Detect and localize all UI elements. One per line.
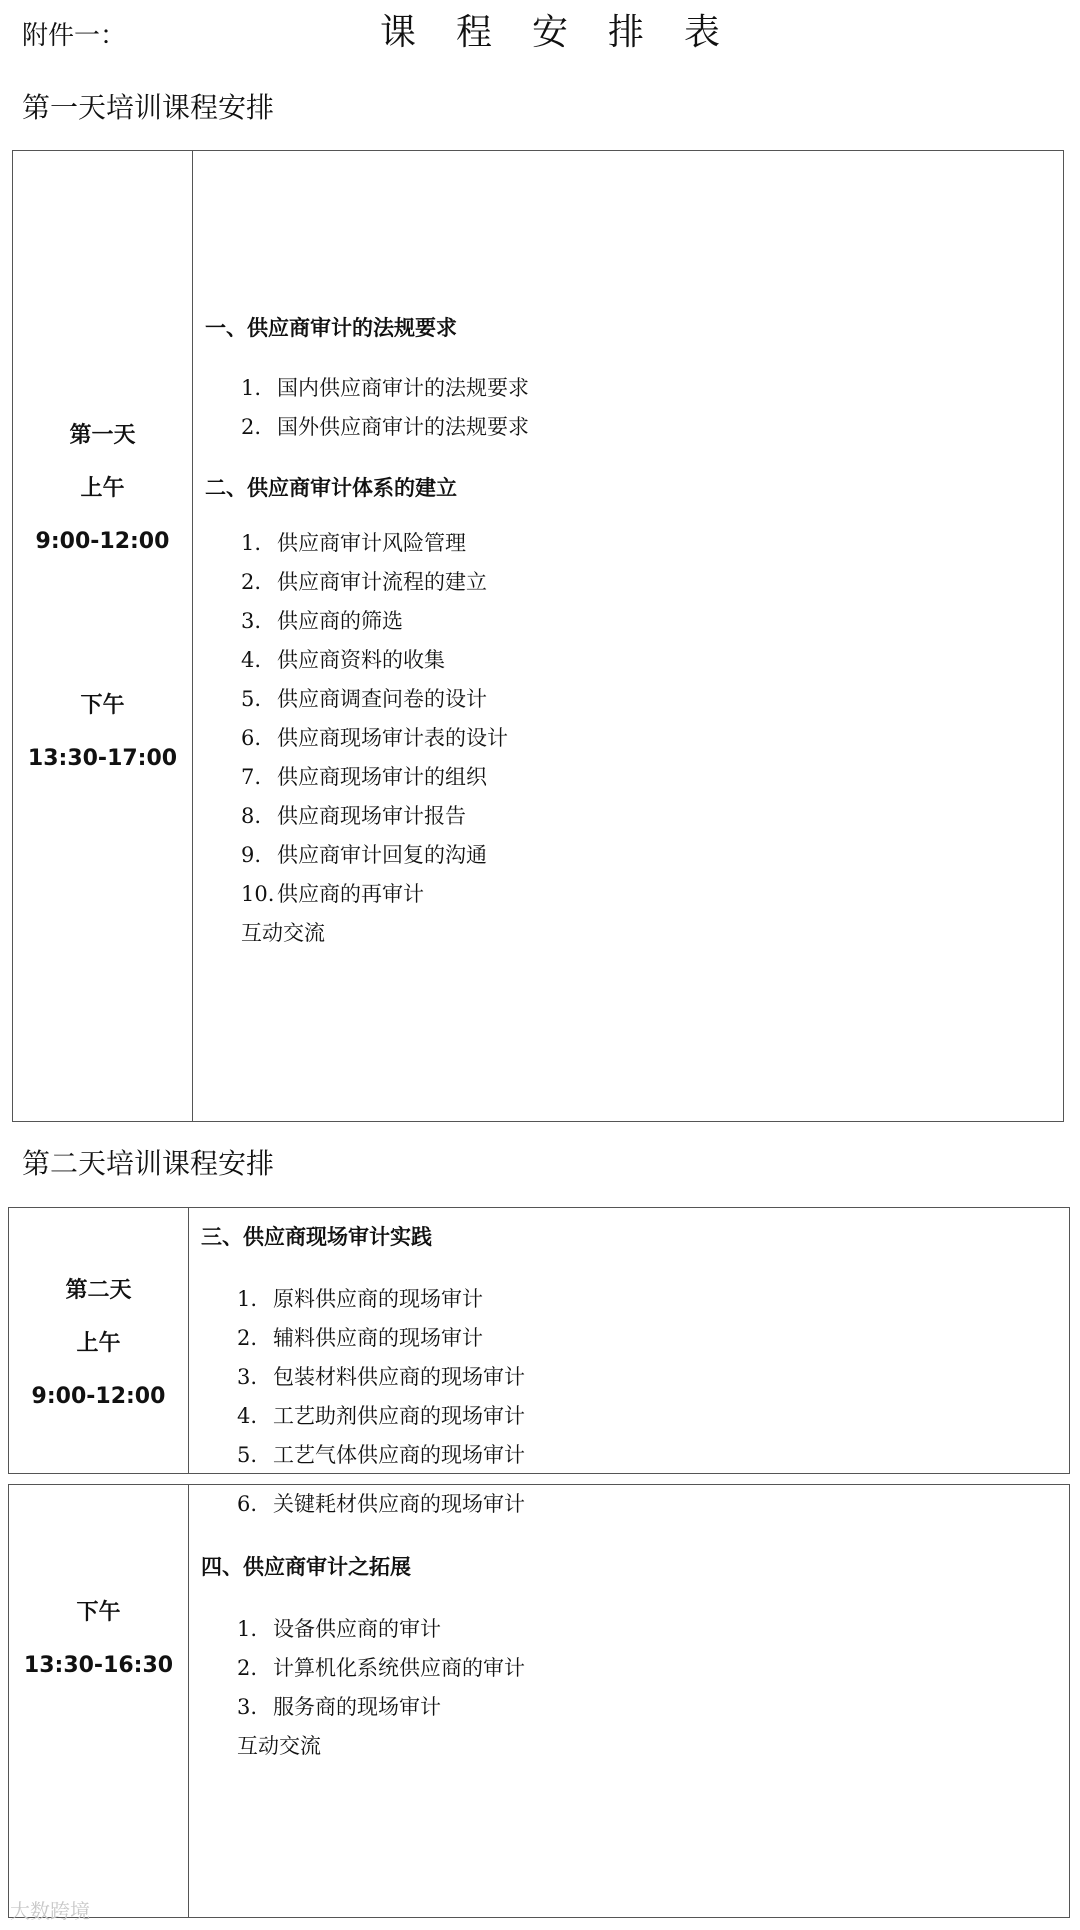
closing-text: 互动交流	[237, 1734, 321, 1758]
item-text: 供应商的筛选	[277, 609, 403, 633]
morning-label: 上午	[80, 476, 125, 501]
item-number: 2.	[237, 1656, 258, 1680]
item-number: 2.	[237, 1326, 258, 1350]
item-text: 供应商现场审计报告	[277, 804, 466, 828]
list-item	[237, 1489, 525, 1519]
item-text: 国外供应商审计的法规要求	[277, 415, 529, 439]
day2-morning-content-cell	[189, 1208, 1069, 1473]
afternoon-label: 下午	[80, 693, 125, 718]
list-item	[241, 606, 403, 636]
item-text: 供应商现场审计表的设计	[277, 726, 508, 750]
item-number: 4.	[241, 648, 262, 672]
list-item	[241, 528, 466, 558]
list-item	[241, 645, 445, 675]
item-text: 供应商资料的收集	[277, 648, 445, 672]
list-item	[241, 879, 424, 909]
afternoon-label: 下午	[76, 1600, 121, 1625]
item-text: 工艺气体供应商的现场审计	[273, 1443, 525, 1467]
page-title: 课程安排表	[380, 12, 761, 53]
item-number: 3.	[237, 1365, 258, 1389]
item-number: 3.	[237, 1695, 258, 1719]
item-number: 5.	[241, 687, 262, 711]
item-text: 计算机化系统供应商的审计	[273, 1656, 525, 1680]
list-item	[237, 1440, 525, 1470]
watermark-text: 大数跨境	[10, 1899, 90, 1923]
item-number: 8.	[241, 804, 262, 828]
item-text: 服务商的现场审计	[273, 1695, 441, 1719]
day2-morning-table	[8, 1207, 1070, 1474]
item-number: 1.	[237, 1617, 258, 1641]
morning-time: 9:00-12:00	[35, 529, 170, 554]
list-item	[237, 1284, 483, 1314]
item-number: 7.	[241, 765, 262, 789]
closing-text: 互动交流	[241, 921, 325, 945]
item-number: 2.	[241, 415, 262, 439]
list-item	[237, 1401, 525, 1431]
item-number: 9.	[241, 843, 262, 867]
list-item	[241, 762, 487, 792]
item-number: 1.	[237, 1287, 258, 1311]
day2-afternoon-time-cell	[9, 1485, 189, 1917]
item-text: 原料供应商的现场审计	[273, 1287, 483, 1311]
day-label: 第一天	[69, 423, 136, 448]
list-item	[237, 1653, 525, 1683]
list-item	[241, 684, 487, 714]
day2-afternoon-table	[8, 1484, 1070, 1918]
item-number: 2.	[241, 570, 262, 594]
day-label: 第二天	[65, 1278, 132, 1303]
item-number: 1.	[241, 376, 262, 400]
day1-time-cell	[13, 151, 193, 1121]
list-item	[241, 373, 529, 403]
afternoon-time: 13:30-17:00	[27, 746, 178, 771]
section-heading: 三、供应商现场审计实践	[201, 1225, 432, 1249]
day1-heading: 第一天培训课程安排	[22, 91, 275, 124]
section-heading: 一、供应商审计的法规要求	[205, 316, 457, 340]
list-item	[241, 723, 508, 753]
item-text: 辅料供应商的现场审计	[273, 1326, 483, 1350]
list-item	[237, 1323, 483, 1353]
item-text: 设备供应商的审计	[273, 1617, 441, 1641]
item-number: 10.	[241, 882, 275, 906]
day2-morning-time-cell	[9, 1208, 189, 1473]
list-item	[241, 567, 487, 597]
day1-schedule-table	[12, 150, 1064, 1122]
item-text: 供应商审计回复的沟通	[277, 843, 487, 867]
list-item	[241, 801, 466, 831]
morning-label: 上午	[76, 1331, 121, 1356]
item-text: 工艺助剂供应商的现场审计	[273, 1404, 525, 1428]
item-number: 5.	[237, 1443, 258, 1467]
item-number: 6.	[241, 726, 262, 750]
list-item	[241, 840, 487, 870]
item-number: 1.	[241, 531, 262, 555]
item-text: 供应商调查问卷的设计	[277, 687, 487, 711]
item-text: 包装材料供应商的现场审计	[273, 1365, 525, 1389]
morning-time: 9:00-12:00	[31, 1384, 166, 1409]
list-item	[237, 1692, 441, 1722]
section-heading: 四、供应商审计之拓展	[201, 1555, 411, 1579]
list-item	[237, 1362, 525, 1392]
item-number: 4.	[237, 1404, 258, 1428]
item-text: 供应商审计风险管理	[277, 531, 466, 555]
section-heading: 二、供应商审计体系的建立	[205, 476, 457, 500]
day2-afternoon-content-cell	[189, 1485, 1069, 1917]
item-text: 国内供应商审计的法规要求	[277, 376, 529, 400]
list-item	[237, 1614, 441, 1644]
item-number: 6.	[237, 1492, 258, 1516]
day1-content-cell	[193, 151, 1063, 1121]
item-text: 供应商审计流程的建立	[277, 570, 487, 594]
list-item	[241, 412, 529, 442]
item-text: 供应商现场审计的组织	[277, 765, 487, 789]
item-text: 关键耗材供应商的现场审计	[273, 1492, 525, 1516]
afternoon-time: 13:30-16:30	[23, 1653, 174, 1678]
item-number: 3.	[241, 609, 262, 633]
day2-heading: 第二天培训课程安排	[22, 1147, 275, 1180]
item-text: 供应商的再审计	[277, 882, 424, 906]
attachment-label: 附件一：	[22, 21, 127, 51]
